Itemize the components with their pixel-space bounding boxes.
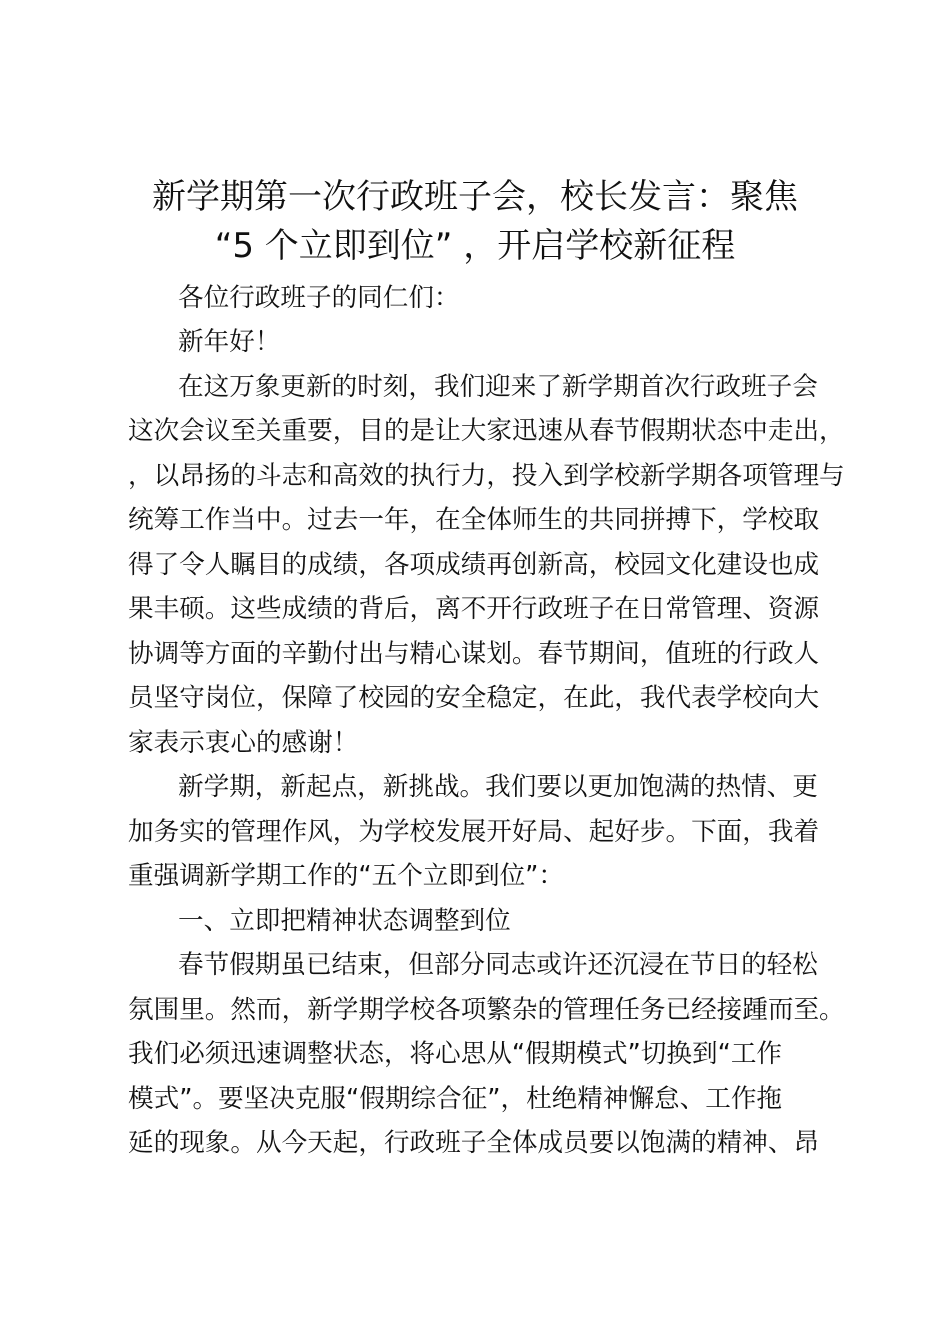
body-line: 加务实的管理作风，为学校发展开好局、起好步。下面，我着 — [128, 817, 820, 847]
document-title-line-2: “5 个立即到位” ，开启学校新征程 — [214, 226, 736, 266]
body-line: 协调等方面的辛勤付出与精心谋划。春节期间，值班的行政人 — [128, 639, 820, 669]
body-line: 重强调新学期工作的“五个立即到位”： — [128, 861, 565, 891]
body-line: ，以昂扬的斗志和高效的执行力，投入到学校新学期各项管理与 — [128, 461, 845, 491]
body-line: 新学期，新起点，新挑战。我们要以更加饱满的热情、更 — [178, 772, 818, 802]
body-line: 员坚守岗位，保障了校园的安全稳定，在此，我代表学校向大 — [128, 683, 820, 713]
salutation: 各位行政班子的同仁们： — [178, 283, 460, 313]
body-line: 我们必须迅速调整状态，将心思从“假期模式”切换到“工作 — [128, 1039, 783, 1069]
body-line: 家表示衷心的感谢！ — [128, 728, 359, 758]
body-line: 在这万象更新的时刻，我们迎来了新学期首次行政班子会 — [178, 372, 818, 402]
body-line: 果丰硕。这些成绩的背后，离不开行政班子在日常管理、资源 — [128, 594, 820, 624]
document-title-line-1: 新学期第一次行政班子会，校长发言：聚焦 — [152, 177, 798, 217]
body-line: 统筹工作当中。过去一年，在全体师生的共同拼搏下，学校取 — [128, 505, 820, 535]
greeting: 新年好！ — [178, 327, 281, 357]
body-line: 氛围里。然而，新学期学校各项繁杂的管理任务已经接踵而至。 — [128, 995, 845, 1025]
body-line: 模式”。要坚决克服“假期综合征”，杜绝精神懈怠、工作拖 — [128, 1084, 783, 1114]
body-line: 春节假期虽已结束，但部分同志或许还沉浸在节日的轻松 — [178, 950, 818, 980]
body-line: 这次会议至关重要，目的是让大家迅速从春节假期状态中走出， — [128, 416, 845, 446]
body-line: 延的现象。从今天起，行政班子全体成员要以饱满的精神、昂 — [128, 1128, 820, 1158]
section-heading: 一、立即把精神状态调整到位 — [178, 906, 511, 936]
body-line: 得了令人瞩目的成绩，各项成绩再创新高，校园文化建设也成 — [128, 550, 820, 580]
